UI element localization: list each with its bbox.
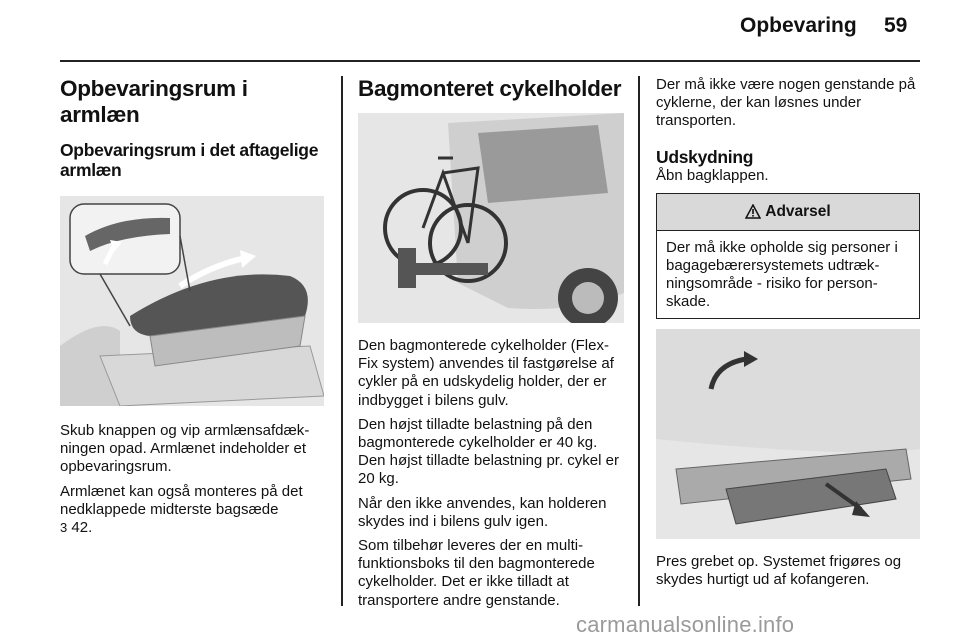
warning-title: Advarsel xyxy=(765,202,831,220)
warning-box xyxy=(656,193,920,319)
page-reference-link[interactable]: 42. xyxy=(71,519,93,537)
warning-header xyxy=(657,194,919,231)
watermark: carmanualsonline.info xyxy=(576,612,795,637)
bike-carrier-paragraph-4: Som tilbehør leveres der en multifunktionsboks til den bagmonterede cykelholder. Det er ikke tilladt at transportere andre genstande. xyxy=(358,537,595,609)
bike-carrier-illustration xyxy=(358,113,624,323)
armrest-illustration xyxy=(60,196,324,406)
section-heading-bike-carrier: Bagmonteret cykelholder xyxy=(358,76,622,101)
bike-carrier-paragraph-1: Den bagmonterede cykelholder (Flex-Fix system) anvendes til fastgørelse af cykler på en udskydelig holder, der er indbygget i bilens gulv. xyxy=(358,337,614,409)
bike-carrier-paragraph-2: Den højst tilladte belastning på den bagmonterede cykelholder er 40 kg. Den højst tilladte belastning pr. cykel er 20 kg. xyxy=(358,415,619,488)
subsection-heading-armrest: Opbevaringsrum i det aftagelige armlæn xyxy=(60,140,319,180)
extension-paragraph-1: Der må ikke være nogen genstande på cyklerne, der kan løsnes under transporten. xyxy=(656,76,916,130)
bike-carrier-paragraph-3: Når den ikke anvendes, kan holderen skydes ind i bilens gulv igen. xyxy=(358,494,607,530)
column-bike-carrier xyxy=(358,76,624,616)
section-heading-armrest: Opbevaringsrum i armlæn xyxy=(60,76,248,127)
armrest-paragraph-2 xyxy=(60,483,324,538)
page-header-title: Opbevaring xyxy=(740,14,857,37)
column-armrest xyxy=(60,76,324,543)
column-extension xyxy=(656,76,920,595)
page-reference-icon: 3 xyxy=(60,520,68,536)
extension-paragraph-3: Pres grebet op. Systemet frigøres og skydes hurtigt ud af kofangeren. xyxy=(656,552,902,588)
armrest-paragraph-1: Skub knappen og vip armlænsafdækningen opad. Armlænet indeholder et opbevaringsrum. xyxy=(60,422,310,476)
warning-text: Der må ikke opholde sig personer i bagagebærersystemets udtrækningsområde - risiko for personskade. xyxy=(666,238,898,311)
column-divider-1 xyxy=(341,76,343,606)
warning-triangle-icon xyxy=(745,204,761,219)
header-divider xyxy=(60,60,920,62)
extension-illustration xyxy=(656,329,920,539)
extension-paragraph-2: Åbn bagklappen. xyxy=(656,166,769,184)
column-divider-2 xyxy=(638,76,640,606)
subsection-heading-extension: Udskydning xyxy=(656,146,754,167)
armrest-paragraph-2-text: Armlænet kan også monteres på det nedklappede midterste bagsæde xyxy=(60,482,303,518)
page-number: 59 xyxy=(884,14,908,37)
